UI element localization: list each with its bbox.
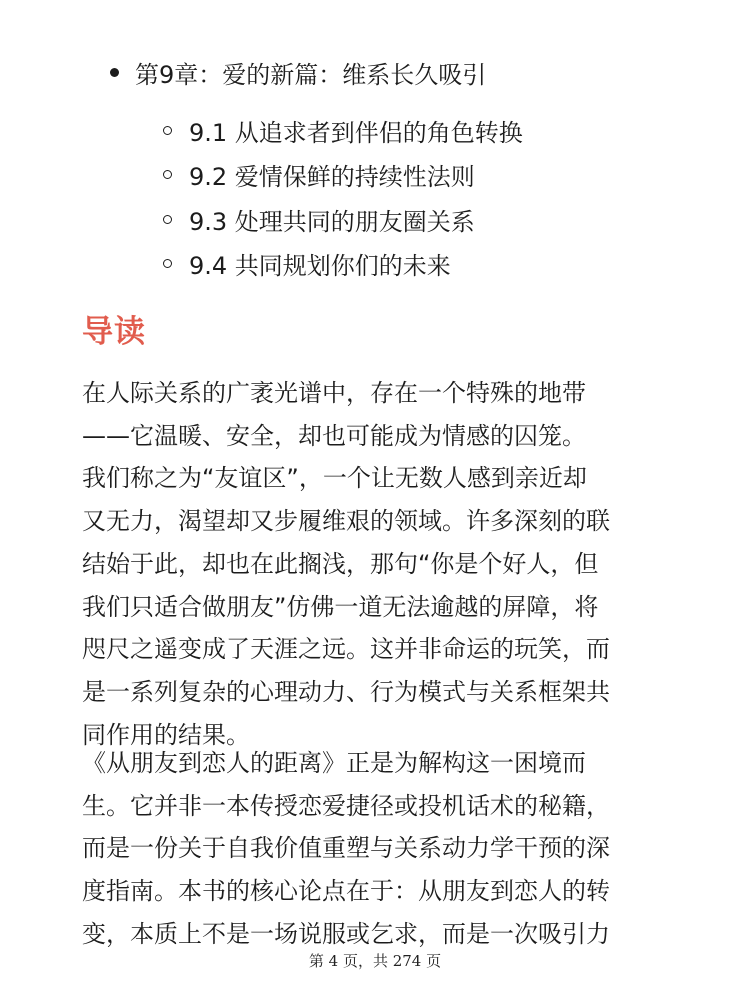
- toc-chapter-title: 第9章：爱的新篇：维系长久吸引: [135, 60, 487, 89]
- toc-section-item: [163, 197, 523, 242]
- paragraph-line: 是一系列复杂的心理动力、行为模式与关系框架共: [82, 677, 610, 706]
- paragraph-line: 《从朋友到恋人的距离》正是为解构这一困境而: [82, 749, 586, 777]
- toc-section-item: [163, 108, 523, 153]
- paragraph-line: 咫尺之遥变成了天涯之远。这并非命运的玩笑，而: [82, 635, 610, 664]
- toc-section-title: 9.2 爱情保鲜的持续性法则: [189, 163, 475, 192]
- page-number-footer: 第 4 页，共 274 页: [308, 952, 442, 970]
- bullet-circle-icon: [163, 215, 172, 224]
- toc-section-item: [163, 242, 523, 287]
- paragraph-line: 而是一份关于自我价值重塑与关系动力学干预的深: [82, 834, 610, 863]
- toc-section-title: 9.4 共同规划你们的未来: [189, 252, 451, 281]
- bullet-circle-icon: [163, 170, 172, 179]
- paragraph-line: 变，本质上不是一场说服或乞求，而是一次吸引力: [82, 919, 610, 948]
- bullet-disc-icon: [110, 68, 119, 77]
- paragraph-line: 同作用的结果。: [82, 720, 250, 749]
- paragraph-line: 度指南。本书的核心论点在于：从朋友到恋人的转: [82, 877, 610, 906]
- toc-section-title: 9.3 处理共同的朋友圈关系: [189, 207, 475, 236]
- paragraph-line: ——它温暖、安全，却也可能成为情感的囚笼。: [82, 421, 586, 450]
- paragraph-line: 生。它并非一本传授恋爱捷径或投机话术的秘籍，: [82, 791, 610, 820]
- toc-section-item: [163, 153, 523, 198]
- paragraph-line: 又无力，渴望却又步履维艰的领域。许多深刻的联: [82, 507, 610, 536]
- paragraph-line: 我们称之为“友谊区”，一个让无数人感到亲近却: [82, 464, 587, 493]
- paragraph-line: 结始于此，却也在此搁浅，那句“你是个好人，但: [82, 549, 599, 578]
- bullet-circle-icon: [163, 259, 172, 268]
- toc-section-list: [163, 108, 523, 286]
- intro-heading: 导读: [82, 314, 146, 350]
- toc-chapter-item: [110, 52, 486, 92]
- paragraph-line: 我们只适合做朋友”仿佛一道无法逾越的屏障，将: [82, 592, 599, 621]
- paragraph-line: 在人际关系的广袤光谱中，存在一个特殊的地带: [82, 379, 586, 407]
- bullet-circle-icon: [163, 126, 172, 135]
- toc-section-title: 9.1 从追求者到伴侣的角色转换: [189, 118, 523, 147]
- intro-paragraph-2: [82, 742, 672, 956]
- intro-paragraph-1: [82, 372, 672, 756]
